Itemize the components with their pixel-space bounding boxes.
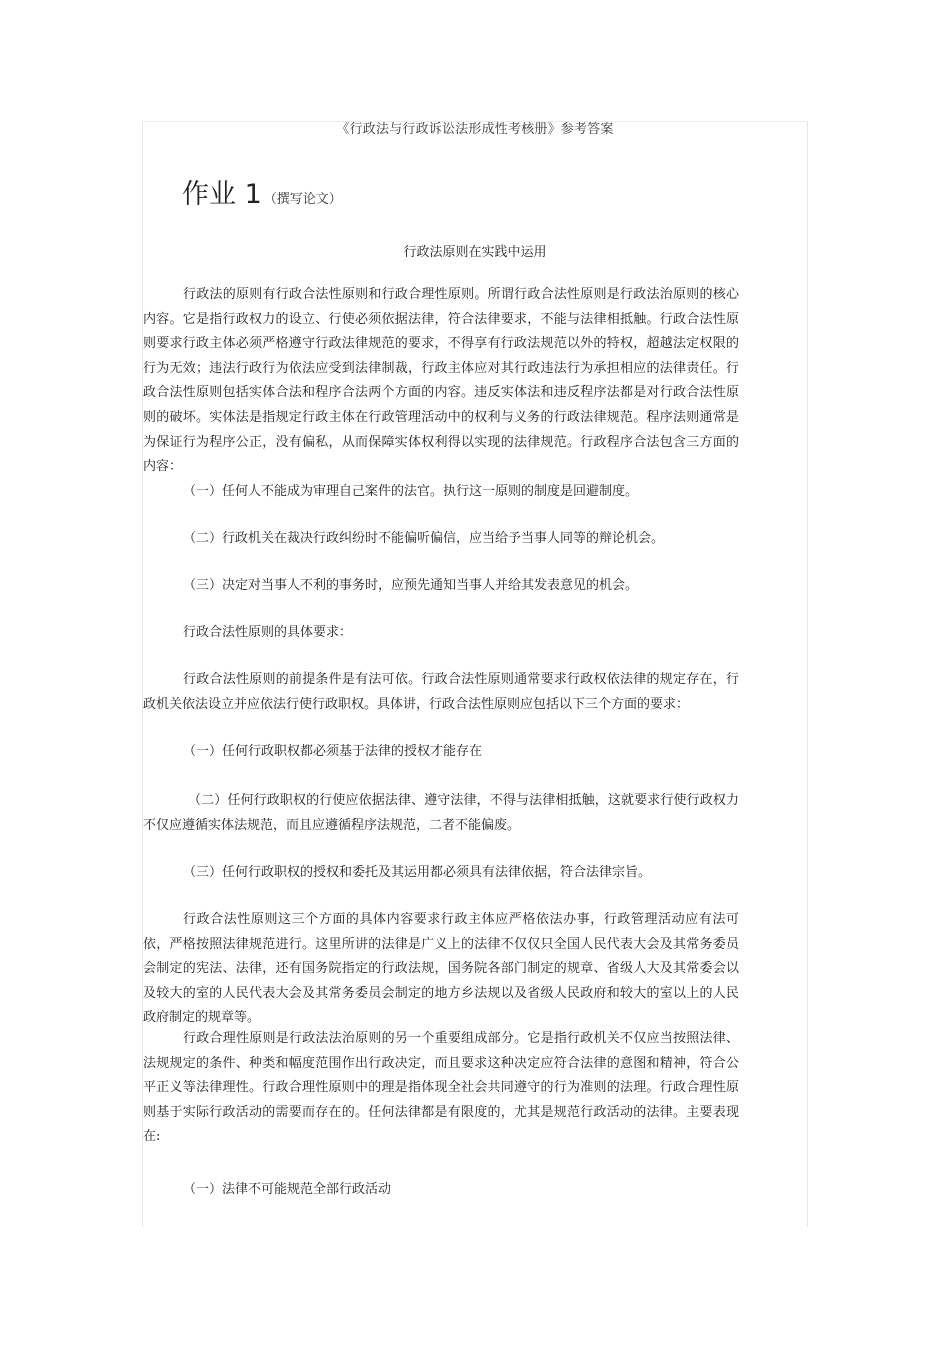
paragraph: 行政合法性原则这三个方面的具体内容要求行政主体应严格依法办事，行政管理活动应有法可依，严格按照法律规范进行。这里所讲的法律是广义上的法律不仅仅只全国人民代表大会及其常务委员会制定的宪法、法律，还有国务院指定的行政法规，国务院各部门制定的规章、省级人大及其常委会以及较大的室的人民代表大会及其常务委员会制定的地方乡法规以及省级人民政府和较大的室以上的人民政府制定的规章等。 — [143, 912, 739, 1026]
list-item: （一）法律不可能规范全部行政活动 — [183, 1182, 392, 1197]
paragraph: 行政合理性原则是行政法法治原则的另一个重要组成部分。它是指行政机关不仅应当按照法律、法规规定的条件、种类和幅度范围作出行政决定，而且要求这种决定应符合法律的意图和精神，符合公平正义等法律理性。行政合理性原则中的理是指体现全社会共同遵守的行为准则的法理。行政合理性原则基于实际行政活动的需要而存在的。任何法律都是有限度的，尤其是规范行政活动的法律。主要表现在: — [143, 1031, 739, 1145]
paragraph: 行政合法性原则的前提条件是有法可依。行政合法性原则通常要求行政权依法律的规定存在，行政机关依法设立并应依法行使行政职权。具体讲，行政合法性原则应包括以下三个方面的要求： — [143, 672, 739, 712]
document-title: 《行政法与行政诉讼法形成性考核册》参考答案 — [336, 122, 614, 137]
list-item: （一）任何人不能成为审理自己案件的法官。执行这一原则的制度是回避制度。 — [183, 484, 639, 499]
assignment-heading — [182, 172, 342, 211]
paragraph: 行政合法性原则的具体要求： — [183, 625, 353, 640]
list-item: （二）行政机关在裁决行政纠纷时不能偏听偏信，应当给予当事人同等的辩论机会。 — [183, 531, 665, 546]
paragraph: 行政法的原则有行政合法性原则和行政合理性原则。所谓行政合法性原则是行政法治原则的核心内容。它是指行政权力的设立、行使必须依据法律，符合法律要求，不能与法律相抵触。行政合法性原则要求行政主体必须严格遵守行政法律规范的要求，不得享有行政法规范以外的特权，超越法定权限的行为无效；违法行政行为依法应受到法律制裁，行政主体应对其行政违法行为承担相应的法律责任。行政合法性原则包括实体合法和程序合法两个方面的内容。违反实体法和违反程序法都是对行政合法性原则的破坏。实体法是指规定行政主体在行政管理活动中的权利与义务的行政法律规范。程序法则通常是为保证行为程序公正，没有偏私，从而保障实体权利得以实现的法律规范。行政程序合法包含三方面的内容： — [143, 287, 739, 475]
essay-title: 行政法原则在实践中运用 — [403, 245, 547, 260]
list-item: （三）任何行政职权的授权和委托及其运用都必须具有法律依据，符合法律宗旨。 — [183, 865, 652, 880]
list-item: （二）任何行政职权的行使应依据法律、遵守法律，不得与法律相抵触，这就要求行使行政权力不仅应遵循实体法规范，而且应遵循程序法规范，二者不能偏废。 — [143, 793, 739, 833]
list-item: （一）任何行政职权都必须基于法律的授权才能存在 — [183, 744, 483, 759]
assignment-heading-main: 作业 1 — [182, 179, 262, 210]
list-item: （三）决定对当事人不利的事务时，应预先通知当事人并给其发表意见的机会。 — [183, 578, 639, 593]
assignment-heading-sub: （撰写论文） — [263, 192, 342, 207]
